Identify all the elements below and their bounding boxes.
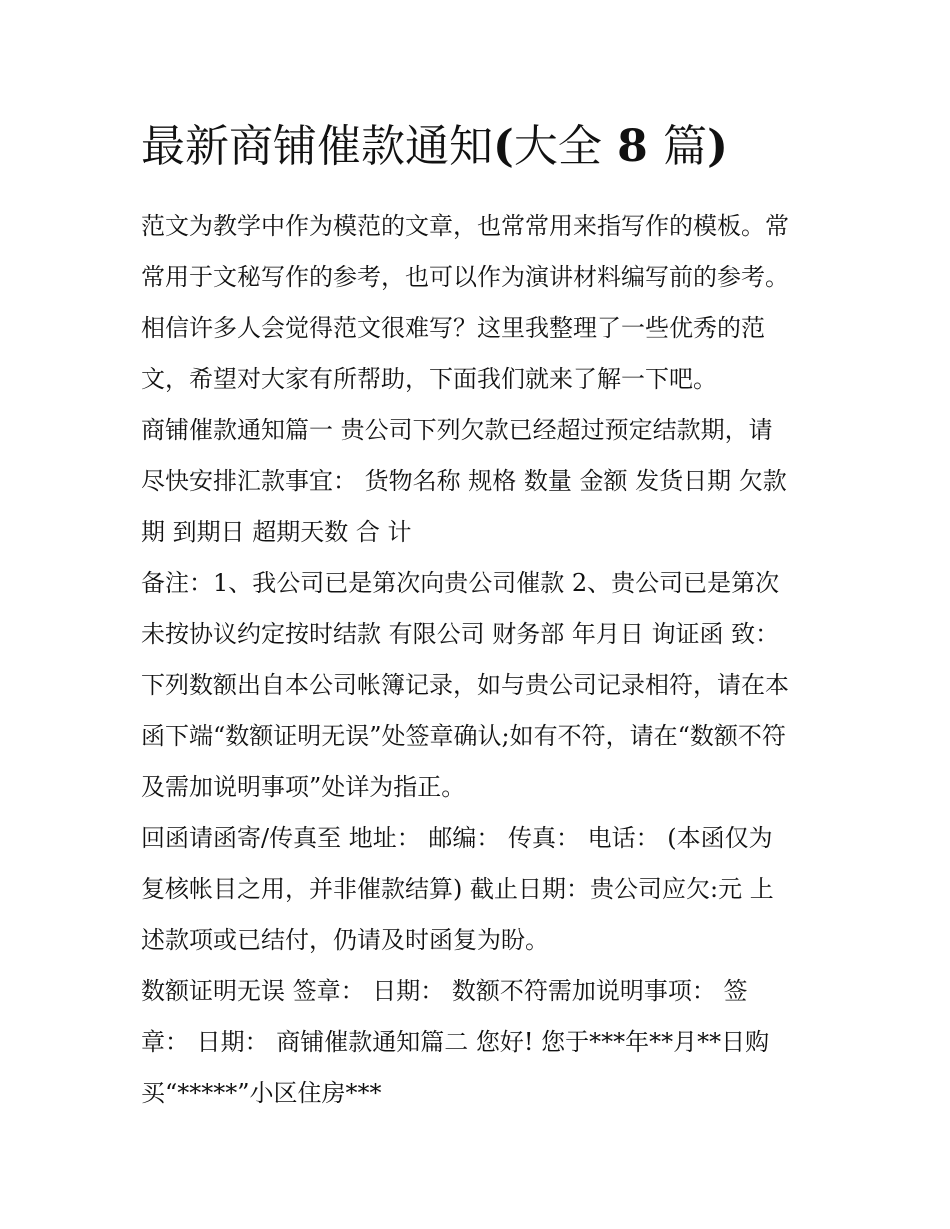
title-open-paren: (: [493, 121, 514, 172]
text-line: 尽快安排汇款事宜： 货物名称 规格 数量 金额 发货日期 欠款: [141, 467, 787, 495]
text-line: 及需加说明事项”处详为指正。: [141, 773, 466, 801]
text-line: 文，希望对大家有所帮助，下面我们就来了解一下吧。: [141, 365, 717, 393]
text-line: 函下端“数额证明无误”处签章确认;如有不符，请在“数额不符: [141, 722, 786, 750]
text-line: 常用于文秘写作的参考，也可以作为演讲材料编写前的参考。: [141, 263, 789, 291]
text-line: 商铺催款通知篇一 贵公司下列欠款已经超过预定结款期，请: [141, 416, 773, 444]
paragraph-remarks: [141, 558, 821, 813]
text-line: 未按协议约定按时结款 有限公司 财务部 年月日 询证函 致：: [141, 620, 780, 648]
document-body: [141, 201, 821, 1119]
text-line: 下列数额出自本公司帐簿记录，如与贵公司记录相符，请在本: [141, 671, 789, 699]
text-line: 备注：1、我公司已是第次向贵公司催款 2、贵公司已是第次: [141, 569, 780, 597]
title-unit-text: 篇: [663, 121, 708, 172]
text-line: 述款项或已结付，仍请及时函复为盼。: [141, 926, 549, 954]
paragraph-reply-instructions: [141, 813, 821, 966]
paragraph-signature-and-notice-two: [141, 966, 821, 1119]
text-line: 章： 日期： 商铺催款通知篇二 您好! 您于***年**月**日购: [141, 1028, 770, 1056]
title-collection-text: 大全: [513, 121, 602, 172]
text-line: 买“*****”小区住房***: [141, 1079, 382, 1107]
text-line: 范文为教学中作为模范的文章，也常常用来指写作的模板。常: [141, 212, 789, 240]
text-line: 回函请函寄/传真至 地址： 邮编： 传真： 电话： (本函仅为: [141, 824, 773, 852]
text-line: 数额证明无误 签章： 日期： 数额不符需加说明事项： 签: [141, 977, 748, 1005]
title-count: 8: [601, 121, 664, 172]
paragraph-intro: [141, 201, 821, 405]
text-line: 相信许多人会觉得范文很难写？这里我整理了一些优秀的范: [141, 314, 765, 342]
text-line: 期 到期日 超期天数 合 计: [141, 518, 412, 546]
document-title: [141, 118, 841, 176]
title-main-text: 最新商铺催款通知: [141, 121, 493, 172]
paragraph-notice-one: [141, 405, 821, 558]
title-close-paren: ): [707, 121, 728, 172]
text-line: 复核帐目之用，并非催款结算) 截止日期：贵公司应欠:元 上: [141, 875, 774, 903]
